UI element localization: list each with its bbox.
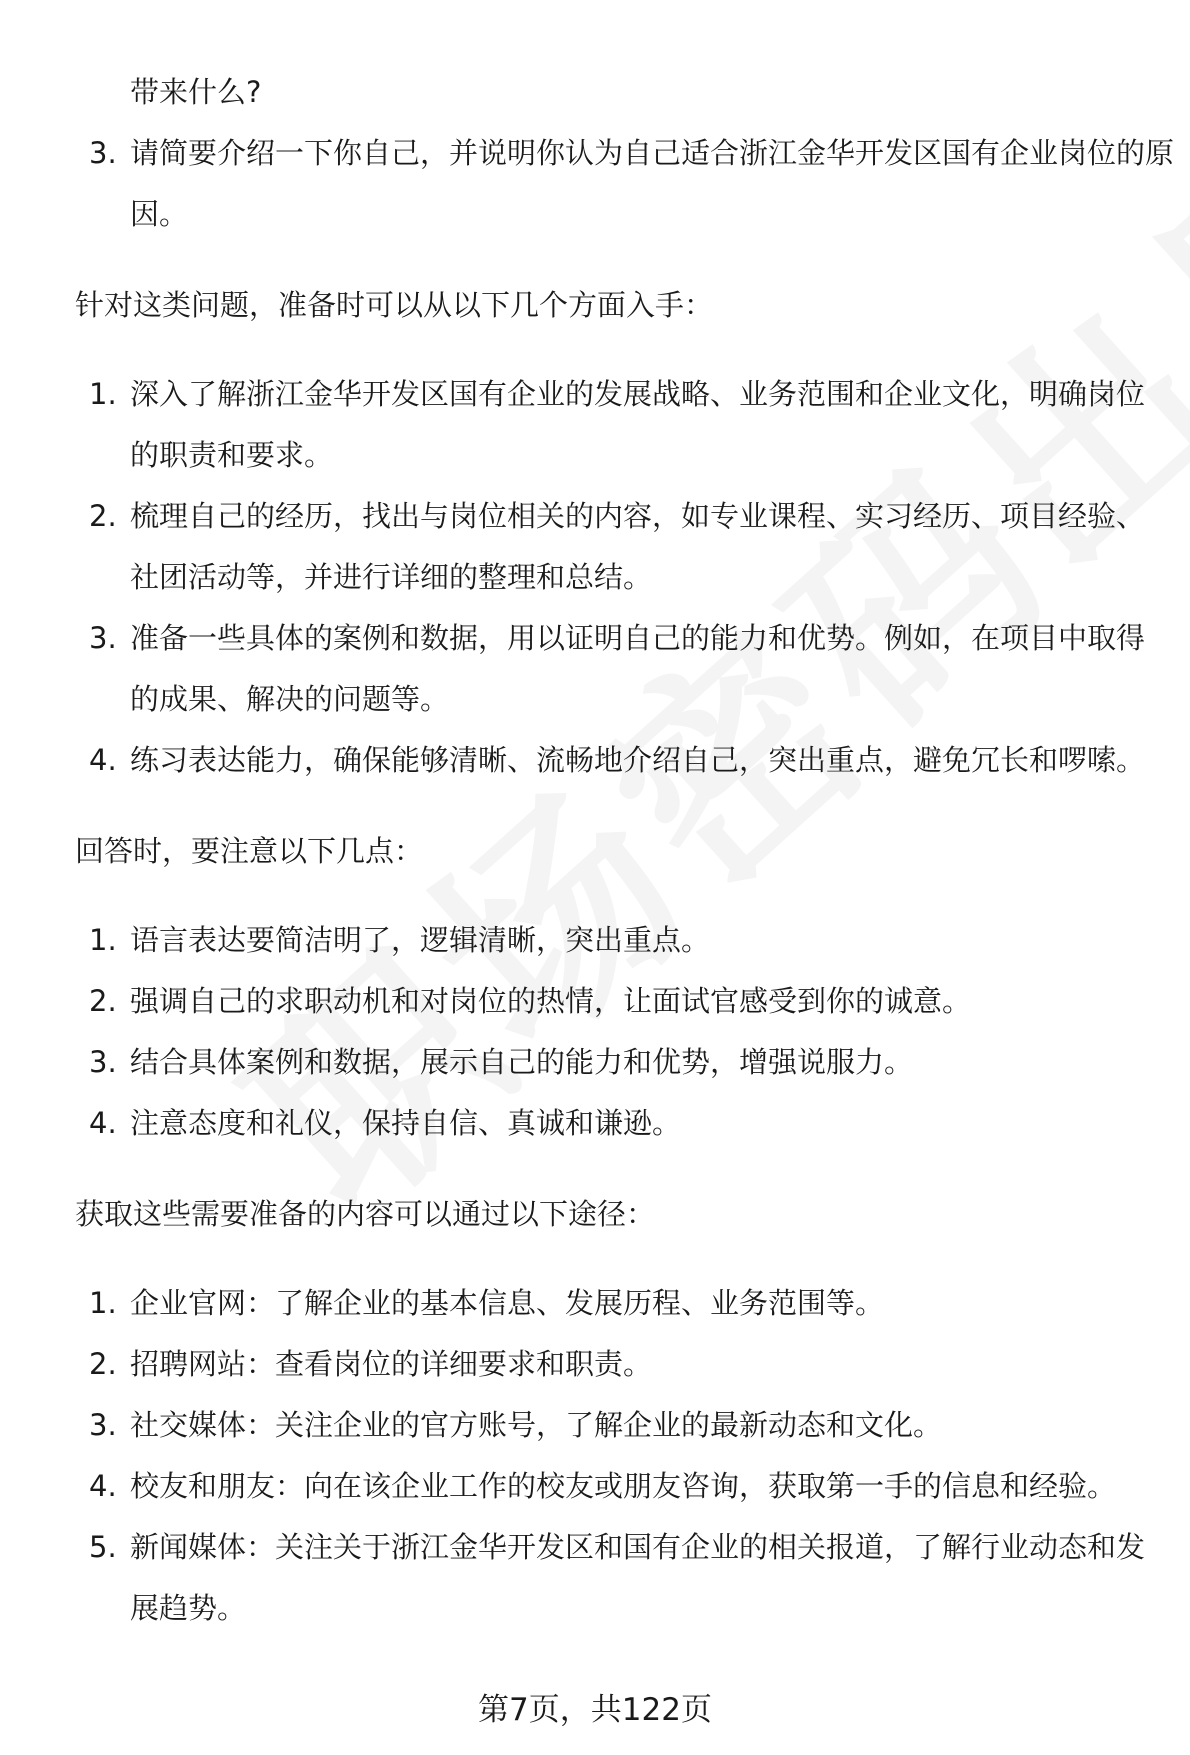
list-number: 2. [89, 984, 117, 1018]
list-number: 4. [89, 743, 117, 777]
list-text: 深入了解浙江金华开发区国有企业的发展战略、业务范围和企业文化，明确岗位的职责和要求。 [130, 377, 1146, 472]
answer-list [75, 910, 1165, 1154]
list-item [75, 364, 1165, 486]
list-text: 结合具体案例和数据，展示自己的能力和优势，增强说服力。 [130, 1045, 914, 1079]
list-text: 强调自己的求职动机和对岗位的热情，让面试官感受到你的诚意。 [130, 984, 972, 1018]
list-item [75, 1456, 1165, 1517]
list-number: 3. [89, 1408, 117, 1442]
list-item [75, 910, 1165, 971]
list-item-continuation [75, 62, 1165, 123]
list-item [75, 971, 1165, 1032]
list-text: 语言表达要简洁明了，逻辑清晰，突出重点。 [130, 923, 711, 957]
list-item [75, 1093, 1165, 1154]
list-item [75, 486, 1165, 608]
section-heading-answer: 回答时，要注意以下几点： [75, 834, 424, 868]
prepare-list [75, 364, 1165, 791]
list-text: 校友和朋友：向在该企业工作的校友或朋友咨询，获取第一手的信息和经验。 [130, 1469, 1117, 1503]
document-body [75, 62, 1175, 1639]
list-number: 4. [89, 1469, 117, 1503]
list-text: 企业官网：了解企业的基本信息、发展历程、业务范围等。 [130, 1286, 885, 1320]
list-number: 2. [89, 1347, 117, 1381]
list-number: 1. [89, 1286, 117, 1320]
list-text: 注意态度和礼仪，保持自信、真诚和谦逊。 [130, 1106, 682, 1140]
page-number: 第7页，共122页 [478, 1692, 712, 1728]
continuation-text: 带来什么? [130, 75, 262, 109]
list-item [75, 1517, 1165, 1639]
list-item [75, 1334, 1165, 1395]
sources-list [75, 1273, 1165, 1639]
list-number: 1. [89, 923, 117, 957]
list-item [75, 1273, 1165, 1334]
list-number: 2. [89, 499, 117, 533]
list-item [75, 608, 1165, 730]
list-item [75, 1395, 1165, 1456]
list-number: 3. [89, 136, 117, 170]
list-number: 1. [89, 377, 117, 411]
list-item [75, 123, 1190, 245]
list-number: 4. [89, 1106, 117, 1140]
list-item [75, 1032, 1165, 1093]
list-text: 新闻媒体：关注关于浙江金华开发区和国有企业的相关报道，了解行业动态和发展趋势。 [130, 1530, 1146, 1625]
section-heading-sources: 获取这些需要准备的内容可以通过以下途径： [75, 1197, 656, 1231]
list-number: 5. [89, 1530, 117, 1564]
list-text: 准备一些具体的案例和数据，用以证明自己的能力和优势。例如，在项目中取得的成果、解决的问题等。 [130, 621, 1146, 716]
section-heading-prepare: 针对这类问题，准备时可以从以下几个方面入手： [75, 288, 714, 322]
list-number: 3. [89, 621, 117, 655]
list-item [75, 730, 1165, 791]
list-text: 请简要介绍一下你自己，并说明你认为自己适合浙江金华开发区国有企业岗位的原因。 [130, 136, 1175, 231]
list-text: 社交媒体：关注企业的官方账号，了解企业的最新动态和文化。 [130, 1408, 943, 1442]
list-text: 梳理自己的经历，找出与岗位相关的内容，如专业课程、实习经历、项目经验、社团活动等，并进行详细的整理和总结。 [130, 499, 1146, 594]
list-number: 3. [89, 1045, 117, 1079]
list-text: 练习表达能力，确保能够清晰、流畅地介绍自己，突出重点，避免冗长和啰嗦。 [130, 743, 1146, 777]
list-text: 招聘网站：查看岗位的详细要求和职责。 [130, 1347, 653, 1381]
